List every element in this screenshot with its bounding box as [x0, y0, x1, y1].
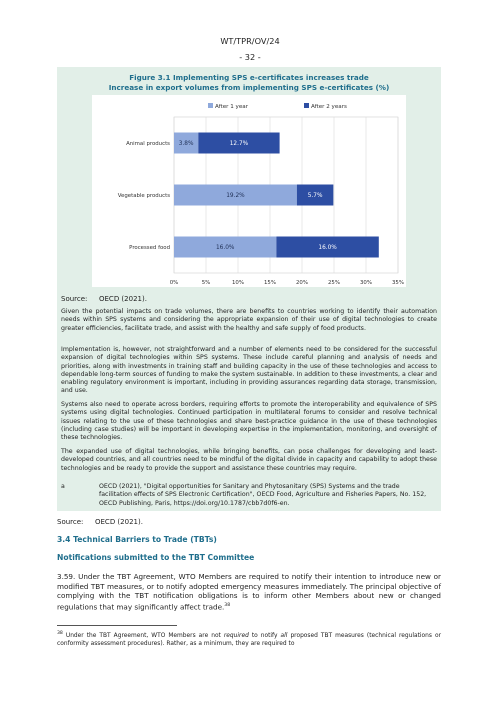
body-paragraph [57, 572, 441, 611]
legend-label: After 2 years [311, 103, 347, 110]
box-paragraph: Systems also need to operate across borders, requiring efforts to promote the interoperability and equivalence of SPS systems using digital technologies. Continued participation in multilateral forums to consider and resolve technical issues relating to the use of these technologies and share best-practice guidance in the use of these technologies (including case studies) will be important in developing expertise in the implementation, monitoring, and oversight of these technologies. [61, 401, 437, 442]
box-source-label: Source: [61, 295, 88, 303]
paragraph-text: Under the TBT Agreement, WTO Members are required to notify their intention to introduce new or modified TBT measures, or to notify adopted emergency measures immediately. The principal objective of complying with the TBT notification obligations is to inform other Members about new or changed regulations that may significantly affect trade. [57, 572, 441, 611]
data-label: 16.0% [318, 245, 337, 251]
footnote: $^{38}$ Under the TBT Agreement, WTO Members are not required to notify all proposed TBT measures (technical regulations or conformity assessment procedures). Rather, as a minimum, they are required to [57, 631, 441, 647]
box-paragraph: Implementation is, however, not straightforward and a number of elements need to be considered for the successful expansion of digital technologies within SPS systems. These include careful planning and analysis of needs and priorities, along with investments in training staff and building capacity in the use of these technologies and access to dependable long-term sources of funding to make the system sustainable. In addition to these investments, a clear and enabling regulatory environment is important, including in providing assurances regarding data storage, transmission, and use. [61, 346, 437, 395]
box-source-text: OECD (2021). [99, 295, 147, 303]
note-reference: OECD (2021), "Digital opportunities for Sanitary and Phytosanitary (SPS) Systems and the trade facilitation effects of SPS Electronic Certification", OECD Food, Agriculture and Fisheries Papers, No. 152, OECD Publishing, Paris, https://doi.org/10.1787/cbb7d0f6-en. [99, 483, 427, 507]
x-tick-label: 30% [360, 280, 372, 286]
legend-swatch [304, 103, 309, 108]
source-label: Source: [57, 518, 84, 526]
data-label: 12.7% [229, 141, 249, 147]
legend-swatch [208, 103, 213, 108]
x-tick-label: 35% [392, 280, 404, 286]
legend-label: After 1 year [215, 103, 249, 110]
bar-chart [92, 95, 406, 287]
x-tick-label: 25% [328, 280, 340, 286]
figure-box [57, 67, 441, 511]
footnote-divider [57, 625, 177, 626]
footnote-ref[interactable]: 38 [224, 602, 231, 608]
x-tick-label: 10% [232, 280, 244, 286]
document-id: WT/TPR/OV/24 [220, 36, 280, 46]
x-tick-label: 20% [296, 280, 308, 286]
data-label: 3.8% [178, 141, 194, 147]
category-label: Processed food [129, 245, 170, 251]
data-label: 5.7% [307, 193, 323, 199]
x-tick-label: 0% [169, 280, 179, 286]
figure-subtitle: Increase in export volumes from implementing SPS e-certificates (%) [108, 83, 390, 92]
figure-title: Figure 3.1 Implementing SPS e-certificates increases trade [129, 73, 369, 82]
category-label: Vegetable products [117, 193, 170, 199]
page-number: - 32 - [239, 52, 261, 62]
section-heading: 3.4 Technical Barriers to Trade (TBTs) [57, 535, 217, 544]
chart-area [92, 95, 406, 287]
category-label: Animal products [126, 141, 170, 147]
x-tick-label: 5% [201, 280, 211, 286]
x-tick-label: 15% [264, 280, 276, 286]
data-label: 19.2% [226, 193, 245, 199]
source-text: OECD (2021). [95, 518, 143, 526]
data-label: 16.0% [215, 245, 235, 251]
note-label: a [61, 483, 65, 490]
paragraph-number: 3.59. [57, 572, 76, 581]
footnote-number: 38 [57, 631, 63, 636]
box-paragraph: The expanded use of digital technologies, while bringing benefits, can pose challenges for developing and least-developed countries, and all countries need to be mindful of the digital divide in capacity and capability to adopt these technologies and be ready to provide the support and assistance these countries may require. [61, 448, 437, 472]
box-paragraph: Given the potential impacts on trade volumes, there are benefits to countries working to identify their automation needs within SPS systems and considering the appropriate expansion of their use of digital technologies to create greater efficiencies, facilitate trade, and assist with the healthy and safe supply of food products. [61, 308, 437, 332]
subsection-heading: Notifications submitted to the TBT Committee [57, 553, 255, 562]
